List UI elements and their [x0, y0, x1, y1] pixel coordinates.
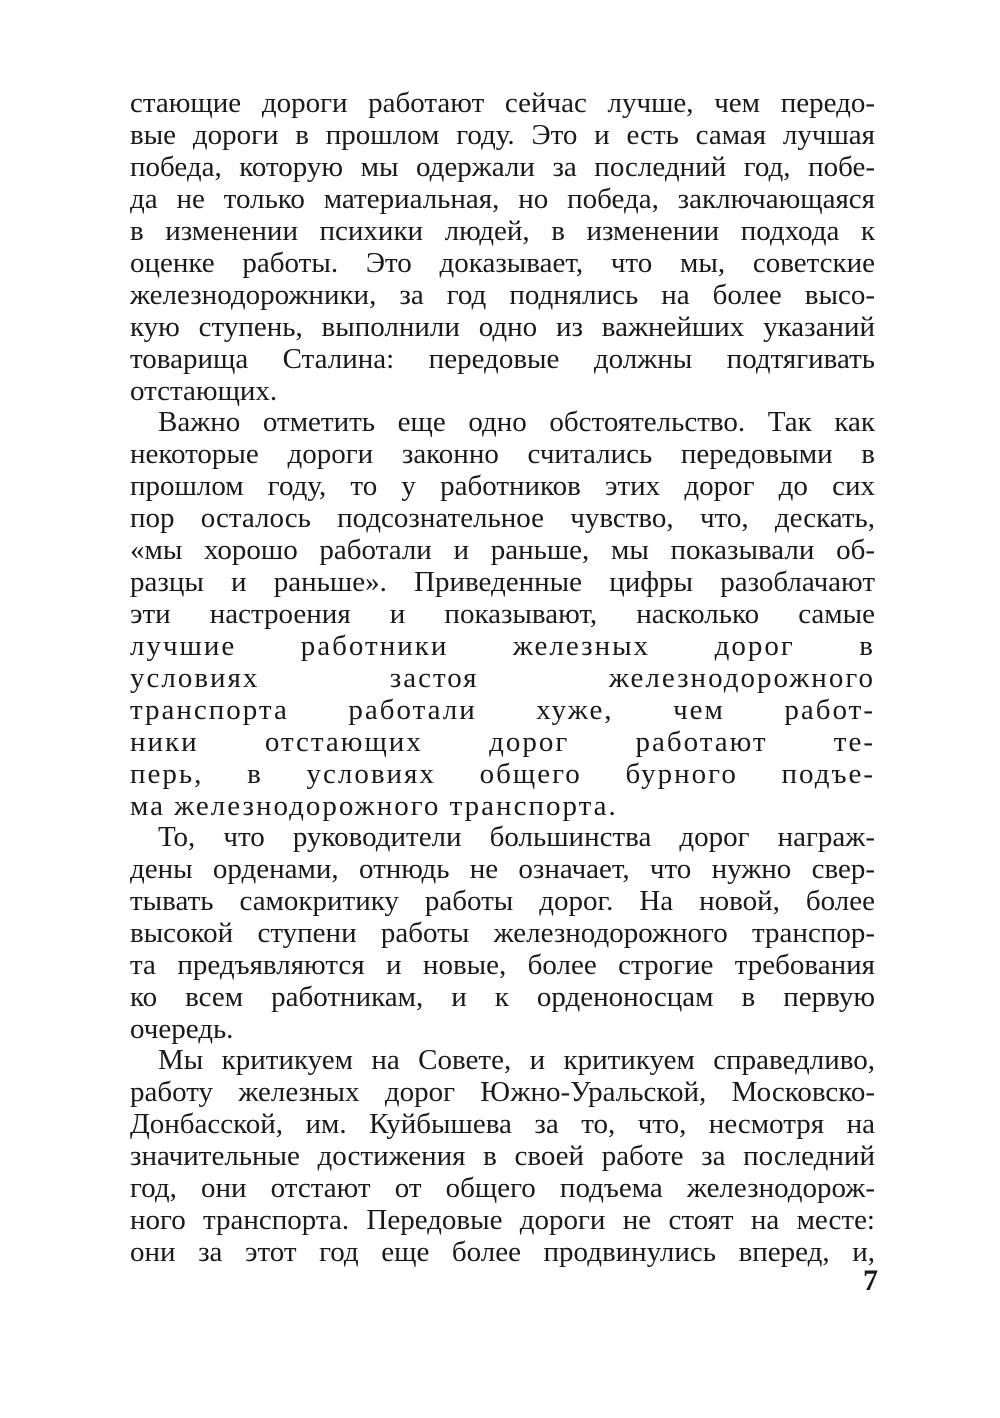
text-line: стающие дороги работают сейчас лучше, чем передо-	[130, 87, 875, 119]
text-line: высокой ступени работы железнодорожного транспор-	[130, 917, 875, 949]
page-number: 7	[863, 1264, 878, 1297]
text-line: Мы критикуем на Совете, и критикуем справедливо,	[158, 1044, 875, 1076]
text-line: ко всем работникам, и к орденоносцам в первую	[130, 981, 875, 1013]
text-line: очередь.	[130, 1013, 234, 1045]
text-line: да не только материальная, но победа, заключающаяся	[130, 183, 875, 215]
text-line: товарища Сталина: передовые должны подтягивать	[130, 343, 875, 375]
text-line: ного транспорта. Передовые дороги не стоят на месте:	[130, 1204, 875, 1236]
text-line: Важно отметить еще одно обстоятельство. Так как	[158, 406, 875, 438]
text-line: та предъявляются и новые, более строгие требования	[130, 949, 875, 981]
text-line: Донбасской, им. Куйбышева за то, что, несмотря на	[130, 1108, 875, 1140]
text-line: оценке работы. Это доказывает, что мы, советские	[130, 247, 875, 279]
text-line: То, что руководители большинства дорог награж-	[158, 821, 875, 853]
text-line: некоторые дороги законно считались передовыми в	[130, 438, 875, 470]
text-line: условиях застоя железнодорожного	[130, 662, 875, 694]
text-line: ники отстающих дорог работают те-	[130, 726, 875, 758]
text-line: железнодорожники, за год поднялись на более высо-	[130, 279, 875, 311]
text-line: прошлом году, то у работников этих дорог до сих	[130, 470, 875, 502]
text-line: отстающих.	[130, 375, 278, 407]
text-line: перь, в условиях общего бурного подъе-	[130, 758, 875, 790]
text-line: работу железных дорог Южно-Уральской, Московско-	[130, 1076, 875, 1108]
text-line: пор осталось подсознательное чувство, что, дескать,	[130, 502, 875, 534]
text-line: ма железнодорожного транспорта.	[130, 790, 618, 822]
text-line: они за этот год еще более продвинулись вперед, и,	[130, 1236, 875, 1268]
text-line: тывать самокритику работы дорог. На новой, более	[130, 885, 875, 917]
text-line: в изменении психики людей, в изменении подхода к	[130, 215, 875, 247]
text-line: лучшие работники железных дорог в	[130, 630, 875, 662]
text-line: транспорта работали хуже, чем работ-	[130, 694, 875, 726]
text-line: вые дороги в прошлом году. Это и есть самая лучшая	[130, 119, 875, 151]
text-line: кую ступень, выполнили одно из важнейших указаний	[130, 311, 875, 343]
text-line: «мы хорошо работали и раньше, мы показывали об-	[130, 534, 875, 566]
text-line: дены орденами, отнюдь не означает, что нужно свер-	[130, 853, 875, 885]
text-line: разцы и раньше». Приведенные цифры разоблачают	[130, 566, 875, 598]
text-line: победа, которую мы одержали за последний год, побе-	[130, 151, 875, 183]
text-line: значительные достижения в своей работе за последний	[130, 1140, 875, 1172]
text-line: эти настроения и показывают, насколько самые	[130, 598, 875, 630]
text-line: год, они отстают от общего подъема железнодорож-	[130, 1172, 875, 1204]
